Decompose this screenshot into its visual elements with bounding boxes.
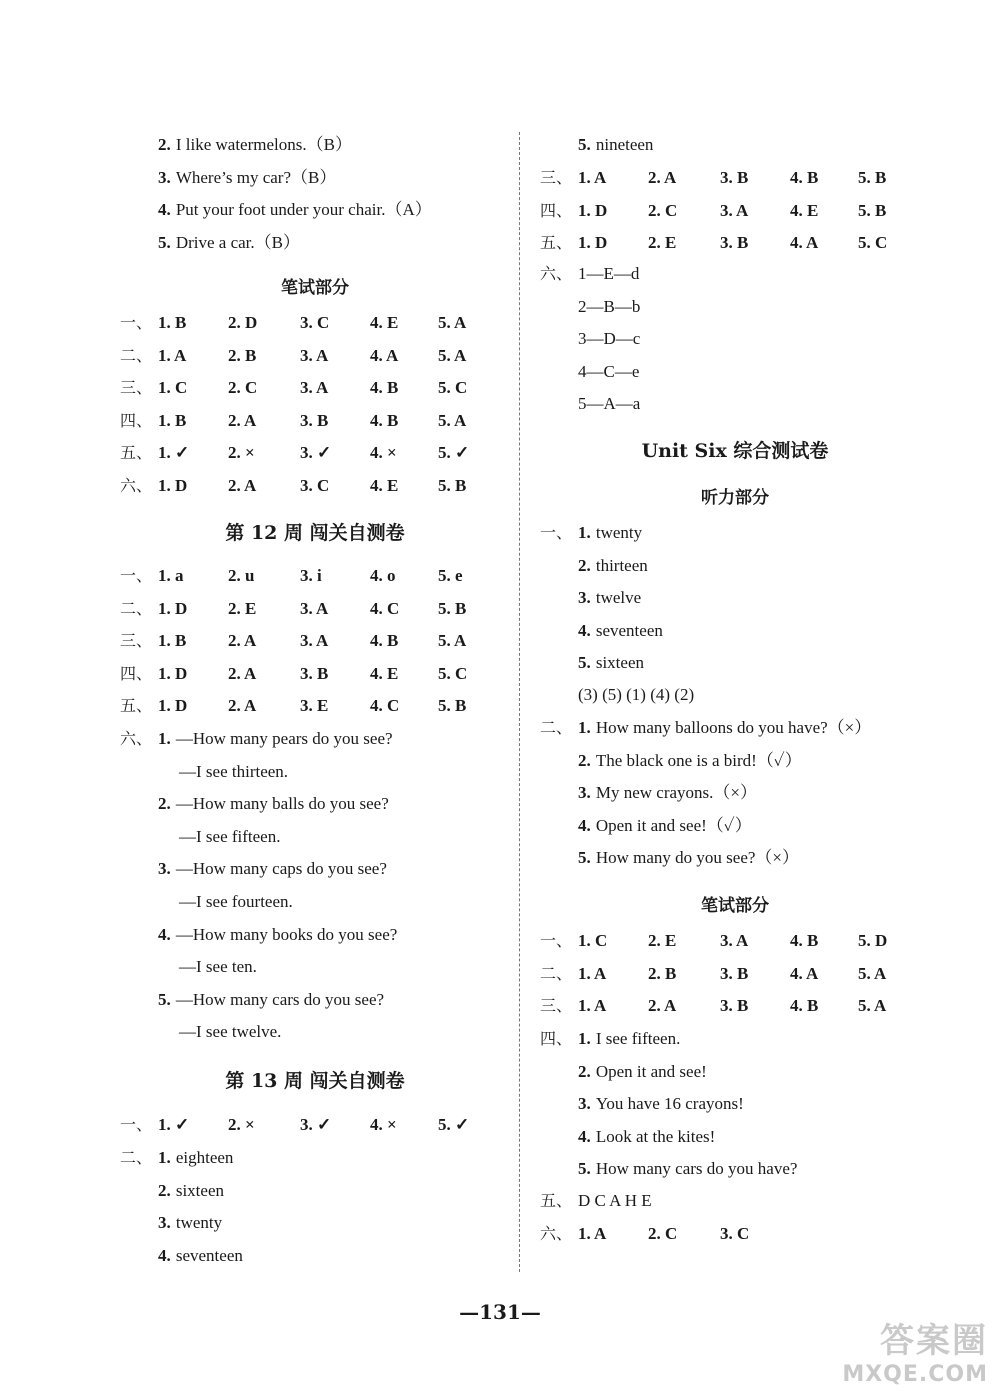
answer-item: 5. C [438, 378, 468, 398]
answer-item: 4. E [370, 476, 399, 495]
answer-item: 2. D [228, 313, 258, 332]
order-line: (3) (5) (1) (4) (2) [578, 685, 695, 704]
answer-line [540, 810, 752, 842]
item-number: 2. [578, 750, 591, 770]
section-label: 四、 [120, 663, 153, 683]
dialog-answer [179, 1016, 281, 1048]
item-number: 5. [578, 848, 591, 868]
column-divider [519, 132, 520, 1272]
item-text: The black one is a bird!（✓） [595, 750, 802, 770]
answer-item: 3. B [720, 168, 749, 187]
section-heading: 笔试部分 [281, 278, 349, 298]
answer-item: 4. o [370, 566, 396, 585]
question-text: —How many caps do you see? [175, 859, 387, 879]
answer-item: 1. D [578, 200, 608, 220]
dialog-answer [179, 756, 288, 788]
item-text: You have 16 crayons! [595, 1094, 744, 1114]
match-text: 1—E—d [578, 264, 640, 283]
unit-title: Unit Six 综合测试卷 [641, 440, 829, 462]
answer-item: 2. A [648, 168, 677, 187]
section-label: 一、 [120, 566, 153, 585]
answer-line [540, 1023, 680, 1055]
answer-item: 4. E [790, 200, 819, 220]
answer-item: 5. B [858, 200, 887, 220]
answer-item: 4. B [370, 410, 399, 430]
answer-item: 2. × [228, 1115, 255, 1134]
answer-item: 1. C [158, 378, 188, 398]
section-label: 六、 [540, 264, 573, 283]
answer-text: —I see thirteen. [179, 761, 289, 781]
answer-item: 1. A [578, 168, 607, 187]
answer-item: 5. B [438, 476, 467, 495]
answer-item: 1. ✓ [158, 443, 190, 463]
answer-item: 1. A [578, 963, 607, 983]
answer-line: 5. nineteen [578, 135, 654, 154]
answer-line [540, 582, 641, 614]
section-heading: 听力部分 [701, 488, 769, 508]
section-label: 四、 [540, 1029, 573, 1048]
item-number: 3. [158, 1213, 171, 1233]
answer-item: 3. A [300, 378, 329, 398]
section-label: 三、 [120, 378, 153, 398]
answer-item: 4. A [370, 345, 399, 365]
match-line [540, 291, 640, 323]
answer-item: 1. B [158, 313, 187, 332]
match-line [540, 258, 639, 290]
answer-item: 2. A [228, 410, 257, 430]
section-label: 二、 [540, 718, 573, 737]
dialog-question [120, 853, 387, 885]
answer-item: 4. × [370, 1115, 397, 1134]
answer-item: 1. D [158, 663, 188, 683]
section-label: 三、 [540, 168, 573, 187]
answer-row [120, 437, 510, 469]
item-number: 3. [578, 783, 591, 803]
section-label: 一、 [540, 931, 573, 950]
section-label: 二、 [120, 345, 153, 365]
match-text: 3—D—c [578, 329, 641, 349]
answer-row [120, 658, 510, 690]
item-text: Open it and see!（✓） [595, 815, 752, 835]
answer-row [540, 195, 930, 227]
answer-item: 5. B [438, 598, 467, 618]
dialog-answer [179, 951, 257, 983]
item-number: 4. [158, 924, 171, 944]
answer-item: 1. B [158, 410, 187, 430]
item-number: 3. [158, 859, 171, 879]
answer-item: 1. ✓ [158, 1115, 190, 1134]
item-text: Look at the kites! [595, 1126, 716, 1146]
item-number: 3. [578, 588, 591, 608]
answer-item: 2. B [648, 963, 677, 983]
match-line [540, 356, 639, 388]
item-number: 2. [578, 1061, 591, 1081]
answer-item: 1. A [578, 996, 607, 1016]
answer-row [540, 227, 930, 259]
answer-item: 3. C [300, 313, 330, 332]
item-text: seventeen [595, 620, 663, 640]
answer-item: 3. i [300, 566, 322, 585]
answer-row [120, 372, 510, 404]
answer-item: 4. E [370, 313, 399, 332]
item-number: 2. [578, 555, 591, 575]
answer-item: 5. B [858, 168, 887, 187]
question-text: —How many cars do you see? [175, 989, 385, 1009]
answer-row [120, 625, 510, 657]
answer-row [120, 470, 510, 502]
section-heading: 第 12 周 闯关自测卷 [225, 522, 405, 544]
answer-row [120, 593, 510, 625]
dialog-question [120, 984, 384, 1016]
match-text: 5—A—a [578, 394, 641, 414]
item-number: 5. [158, 989, 171, 1009]
dialog-question [120, 788, 389, 820]
answer-item: 4. C [370, 696, 400, 716]
answer-row [120, 1109, 510, 1141]
answer-line [540, 712, 871, 744]
section-heading: 第 13 周 闯关自测卷 [225, 1070, 405, 1092]
answer-line [540, 745, 802, 777]
section-label: 一、 [540, 523, 573, 542]
match-text: 2—B—b [578, 296, 641, 316]
answer-item: 3. B [300, 663, 329, 683]
answer-row [540, 990, 930, 1022]
answer-item: 1. B [158, 631, 187, 651]
section-label: 五、 [540, 233, 573, 253]
answer-row [540, 162, 930, 194]
answer-line [540, 1088, 744, 1120]
answer-item: 5. A [438, 410, 467, 430]
answer-item: 3. ✓ [300, 1115, 332, 1134]
answer-text: —I see fifteen. [179, 826, 281, 846]
answer-item: 2. A [228, 696, 257, 716]
section-label: 三、 [120, 631, 153, 651]
answer-row [120, 690, 510, 722]
answer-item: 3. A [300, 631, 329, 651]
answer-item: 4. C [370, 598, 400, 618]
answer-item: 5. e [438, 566, 463, 585]
answer-item: 5. B [438, 696, 467, 716]
answer-item: 3. B [720, 963, 749, 983]
answer-item: 4. B [370, 378, 399, 398]
item-number: 4. [578, 1126, 591, 1146]
answer-item: 1. C [578, 931, 608, 950]
match-line [540, 388, 640, 420]
dialog-question [120, 919, 397, 951]
item-text: twenty [175, 1213, 223, 1233]
answer-item: 5. C [858, 233, 888, 253]
answer-row [120, 307, 510, 339]
section-heading: 笔试部分 [701, 896, 769, 916]
section-label: 六、 [120, 729, 153, 748]
answer-item: 2. A [648, 996, 677, 1016]
item-text: I see fifteen. [595, 1029, 681, 1048]
answer-item: 2. C [228, 378, 258, 398]
answer-line: 5. Drive a car.（B） [158, 233, 300, 252]
answer-line [120, 1175, 224, 1207]
answer-item: 3. A [300, 598, 329, 618]
answer-item: 3. C [300, 476, 330, 495]
answer-item: 3. B [720, 233, 749, 253]
answer-item: 1. A [158, 345, 187, 365]
answer-item: 3. A [720, 931, 749, 950]
answer-item: 1. a [158, 566, 184, 585]
watermark-text: 答案圈 [880, 1321, 988, 1361]
item-text: eighteen [175, 1148, 234, 1167]
answer-item: 4. B [790, 931, 819, 950]
answer-item: 4. B [790, 168, 819, 187]
answer-line [120, 1142, 233, 1174]
answer-item: 5. D [858, 931, 888, 950]
answer-row [540, 1218, 930, 1250]
answer-item: 4. B [370, 631, 399, 651]
dialog-answer [179, 886, 293, 918]
answer-item: 1. D [158, 696, 188, 716]
item-number: 4. [578, 815, 591, 835]
item-text: How many cars do you have? [595, 1159, 798, 1179]
item-text: How many balloons do you have?（×） [595, 718, 872, 737]
answer-line [540, 842, 799, 874]
section-label: 六、 [540, 1224, 573, 1243]
item-number: 5. [578, 1159, 591, 1179]
answer-item: 5. A [438, 631, 467, 651]
item-number: 4. [578, 620, 591, 640]
answer-item: 2. C [648, 200, 678, 220]
answer-item: 4. A [790, 233, 819, 253]
answer-item: 1. D [158, 598, 188, 618]
answer-item: 2. u [228, 566, 255, 585]
answer-item: 5. ✓ [438, 1115, 470, 1134]
answer-item: 3. ✓ [300, 443, 332, 463]
answer-item: 2. E [228, 598, 257, 618]
section-label: 二、 [120, 1148, 153, 1167]
section-label: 二、 [120, 598, 153, 618]
item-number: 5. [578, 653, 591, 673]
answer-item: 1. D [578, 233, 608, 253]
answer-item: 5. A [438, 313, 467, 332]
answer-item: 1. D [158, 476, 188, 495]
item-text: sixteen [595, 653, 644, 673]
section-label: 五、 [120, 443, 153, 463]
answer-text: —I see twelve. [179, 1022, 282, 1042]
item-number: 4. [158, 1245, 171, 1265]
answer-item: 2. A [228, 663, 257, 683]
answer-item: 4. A [790, 963, 819, 983]
item-number: 3. [578, 1094, 591, 1114]
answer-item: 3. B [720, 996, 749, 1016]
answer-item: 3. B [300, 410, 329, 430]
answer-line: 4. Put your foot under your chair.（A） [158, 200, 432, 219]
item-number: 2. [158, 1180, 171, 1200]
watermark-url: MXQE.COM [842, 1362, 988, 1387]
answer-row [540, 925, 930, 957]
item-text: twelve [595, 588, 642, 608]
answer-item: 2. B [228, 345, 257, 365]
answer-line [120, 1240, 243, 1272]
question-text: —How many pears do you see? [175, 729, 393, 748]
dialog-answer [179, 821, 280, 853]
match-text: 4—C—e [578, 361, 640, 381]
section-label: 四、 [120, 410, 153, 430]
answer-item: 4. B [790, 996, 819, 1016]
answer-item: 2. A [228, 631, 257, 651]
section-label: 三、 [540, 996, 573, 1016]
answer-line: 2. I like watermelons.（B） [158, 135, 352, 154]
section-label: 二、 [540, 963, 573, 983]
answer-item: 4. E [370, 663, 399, 683]
answer-row [120, 405, 510, 437]
answer-line [540, 777, 757, 809]
answer-item: 1. A [578, 1224, 607, 1243]
item-number: 1. [578, 718, 591, 737]
answer-line [540, 1056, 707, 1088]
answer-item: 5. ✓ [438, 443, 470, 463]
question-text: —How many books do you see? [175, 924, 398, 944]
answer-item: 3. A [300, 345, 329, 365]
item-number: 1. [158, 729, 171, 748]
section-label: 六、 [120, 476, 153, 495]
answer-line [540, 550, 648, 582]
item-text: seventeen [175, 1245, 243, 1265]
item-text: My new crayons.（×） [595, 783, 757, 803]
item-number: 2. [158, 794, 171, 814]
answer-item: 3. C [720, 1224, 750, 1243]
answer-item: 5. A [438, 345, 467, 365]
answer-line: 3. Where’s my car?（B） [158, 168, 337, 187]
dialog-question [120, 723, 393, 755]
match-line [540, 323, 640, 355]
item-text: thirteen [595, 555, 648, 575]
page-number: —131— [459, 1300, 541, 1324]
answer-line [540, 1121, 715, 1153]
item-text: sixteen [175, 1180, 224, 1200]
answer-item: 3. E [300, 696, 329, 716]
answer-item: 2. × [228, 443, 255, 463]
answer-line [120, 1207, 222, 1239]
answer-item: 3. A [720, 200, 749, 220]
answer-line [540, 615, 663, 647]
answer-item: 2. E [648, 233, 677, 253]
answer-item: 5. C [438, 663, 468, 683]
item-text: How many do you see?（×） [595, 848, 800, 868]
answer-text: —I see fourteen. [179, 892, 293, 911]
answer-line [540, 1153, 797, 1185]
answer-item: 2. E [648, 931, 677, 950]
answer-text: —I see ten. [179, 957, 257, 977]
answer-item: 4. × [370, 443, 397, 463]
question-text: —How many balls do you see? [175, 794, 389, 814]
answer-item: 5. A [858, 996, 887, 1016]
item-number: 1. [578, 1029, 591, 1048]
answer-item: 2. A [228, 476, 257, 495]
watermark-logo [842, 1313, 988, 1387]
letters-line: 五、 D C A H E [540, 1191, 652, 1210]
answer-item: 2. C [648, 1224, 678, 1243]
section-label: 一、 [120, 313, 153, 332]
answer-row [120, 340, 510, 372]
answer-row [540, 958, 930, 990]
answer-line [540, 647, 644, 679]
answer-row [120, 560, 510, 592]
answer-item: 5. A [858, 963, 887, 983]
section-label: 四、 [540, 200, 573, 220]
item-text: twenty [595, 523, 643, 542]
item-number: 1. [158, 1148, 171, 1167]
section-label: 五、 [120, 696, 153, 716]
item-text: Open it and see! [595, 1061, 707, 1081]
answer-line [540, 517, 642, 549]
section-label: 一、 [120, 1115, 153, 1134]
item-number: 1. [578, 523, 591, 542]
